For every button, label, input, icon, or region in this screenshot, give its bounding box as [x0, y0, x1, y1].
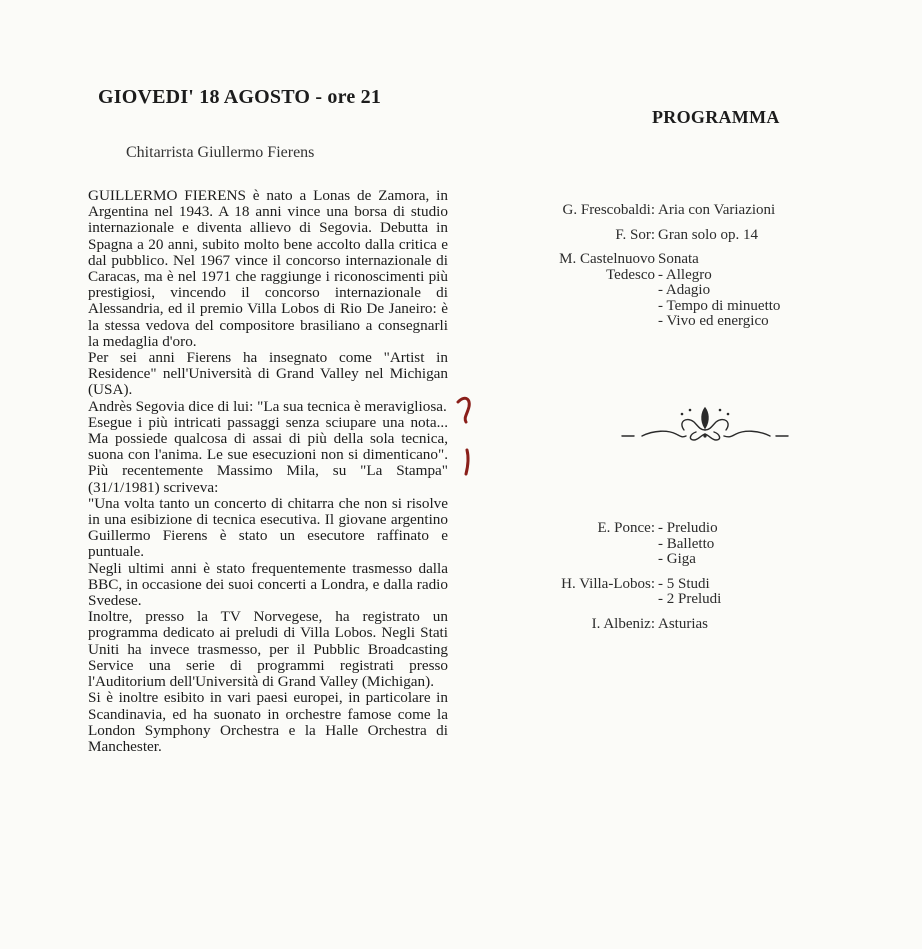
- bio-paragraph: "Una volta tanto un concerto di chitarra che non si risolve in una esibizione di tecnica esecutiva. Il giovane argentino Guillermo Fierens è stato un esecutore raffinato e puntuale.: [88, 494, 448, 561]
- bio-paragraph: Inoltre, presso la TV Norvegese, ha registrato un programma dedicato ai preludi di Villa Lobos. Negli Stati Uniti ha invece trasmesso, per il Pubblic Broadcasting Service una serie di programmi registrati presso l'Auditorium dell'Università di Grand Valley (Michigan).: [88, 608, 448, 691]
- work-item: - 5 Studi: [658, 575, 710, 592]
- program-list-part1: [520, 203, 900, 330]
- work-item: - Giga: [658, 551, 696, 567]
- program-list-part2: [520, 521, 900, 641]
- work-item: Gran solo op. 14: [658, 226, 758, 243]
- program-entry: [520, 252, 900, 330]
- composer: M. Castelnuovo Tedesco: [559, 251, 655, 283]
- composer: I. Albeniz:: [591, 615, 655, 632]
- program-entry: [520, 228, 900, 244]
- program-entry: [520, 617, 900, 633]
- bio-paragraph: Negli ultimi anni è stato frequentemente trasmesso dalla BBC, in occasione dei suoi concerti a Londra, e dalla radio Svedese.: [88, 559, 448, 610]
- composer: G. Frescobaldi:: [562, 202, 655, 218]
- work-item: - Preludio: [658, 520, 718, 536]
- work-item: Aria con Variazioni: [658, 202, 776, 218]
- works: [655, 228, 900, 244]
- composer: F. Sor:: [615, 226, 655, 243]
- composer: E. Ponce:: [597, 520, 655, 536]
- biography: [88, 188, 448, 755]
- bio-paragraph: Per sei anni Fierens ha insegnato come "Artist in Residence" nell'Università di Grand Valley nel Michigan (USA).: [88, 349, 448, 399]
- works: [655, 252, 900, 330]
- works: [655, 203, 900, 219]
- performer-line: Chitarrista Giullermo Fierens: [126, 144, 315, 161]
- work-item: - Allegro: [658, 266, 712, 283]
- work-item: - 2 Preludi: [658, 591, 722, 607]
- work-item: - Adagio: [658, 282, 711, 298]
- programma-title: PROGRAMMA: [652, 107, 780, 127]
- composer: H. Villa-Lobos:: [561, 575, 655, 592]
- program-entry: [520, 577, 900, 608]
- bio-paragraph: Esegue i più intricati passaggi senza sciupare una nota... Ma possiede qualcosa di assai di più della sola tecnica, suona con l'anima. Le sue esecuzioni non si dimenticano". Più recentemente Massimo Mila, su "La Stampa" (31/1/1981) scriveva:: [88, 413, 448, 496]
- floral-divider-icon: [620, 404, 790, 444]
- works: [655, 617, 900, 633]
- event-heading: GIOVEDI' 18 AGOSTO - ore 21: [98, 86, 382, 108]
- program-entry: [520, 521, 900, 568]
- works: [655, 577, 900, 608]
- bio-paragraph: Andrès Segovia dice di lui: "La sua tecnica è meravigliosa.: [88, 397, 447, 415]
- work-item: - Tempo di minuetto: [658, 297, 781, 314]
- work-item: - Balletto: [658, 535, 715, 552]
- program-entry: [520, 203, 900, 219]
- work-item: Sonata: [658, 251, 699, 267]
- right-column: [520, 107, 900, 339]
- bio-paragraph: Si è inoltre esibito in vari paesi europei, in particolare in Scandinavia, ed ha suonato in orchestre famose come la London Symphony Orchestra e la Halle Orchestra di Manchester.: [88, 689, 448, 755]
- left-column: [88, 86, 448, 755]
- work-item: - Vivo ed energico: [658, 313, 769, 329]
- binding-thread-icon: [452, 392, 476, 482]
- bio-paragraph: GUILLERMO FIERENS è nato a Lonas de Zamora, in Argentina nel 1943. A 18 anni vince una borsa di studio internazionale e diventa allievo di Segovia. Debutta in Spagna a 20 anni, subito molto bene accolto dalla critica e dal pubblico. Nel 1967 vince il concorso internazionale di Caracas, ma è nel 1971 che raggiunge i riconoscimenti più prestigiosi, vincendo il concorso internazionale di Alessandria, ed il premio Villa Lobos di Rio De Janeiro: è la stessa vedova del compositore brasiliano a consegnarli la medaglia d'oro.: [88, 187, 448, 350]
- work-item: Asturias: [658, 615, 708, 632]
- works: [655, 521, 900, 568]
